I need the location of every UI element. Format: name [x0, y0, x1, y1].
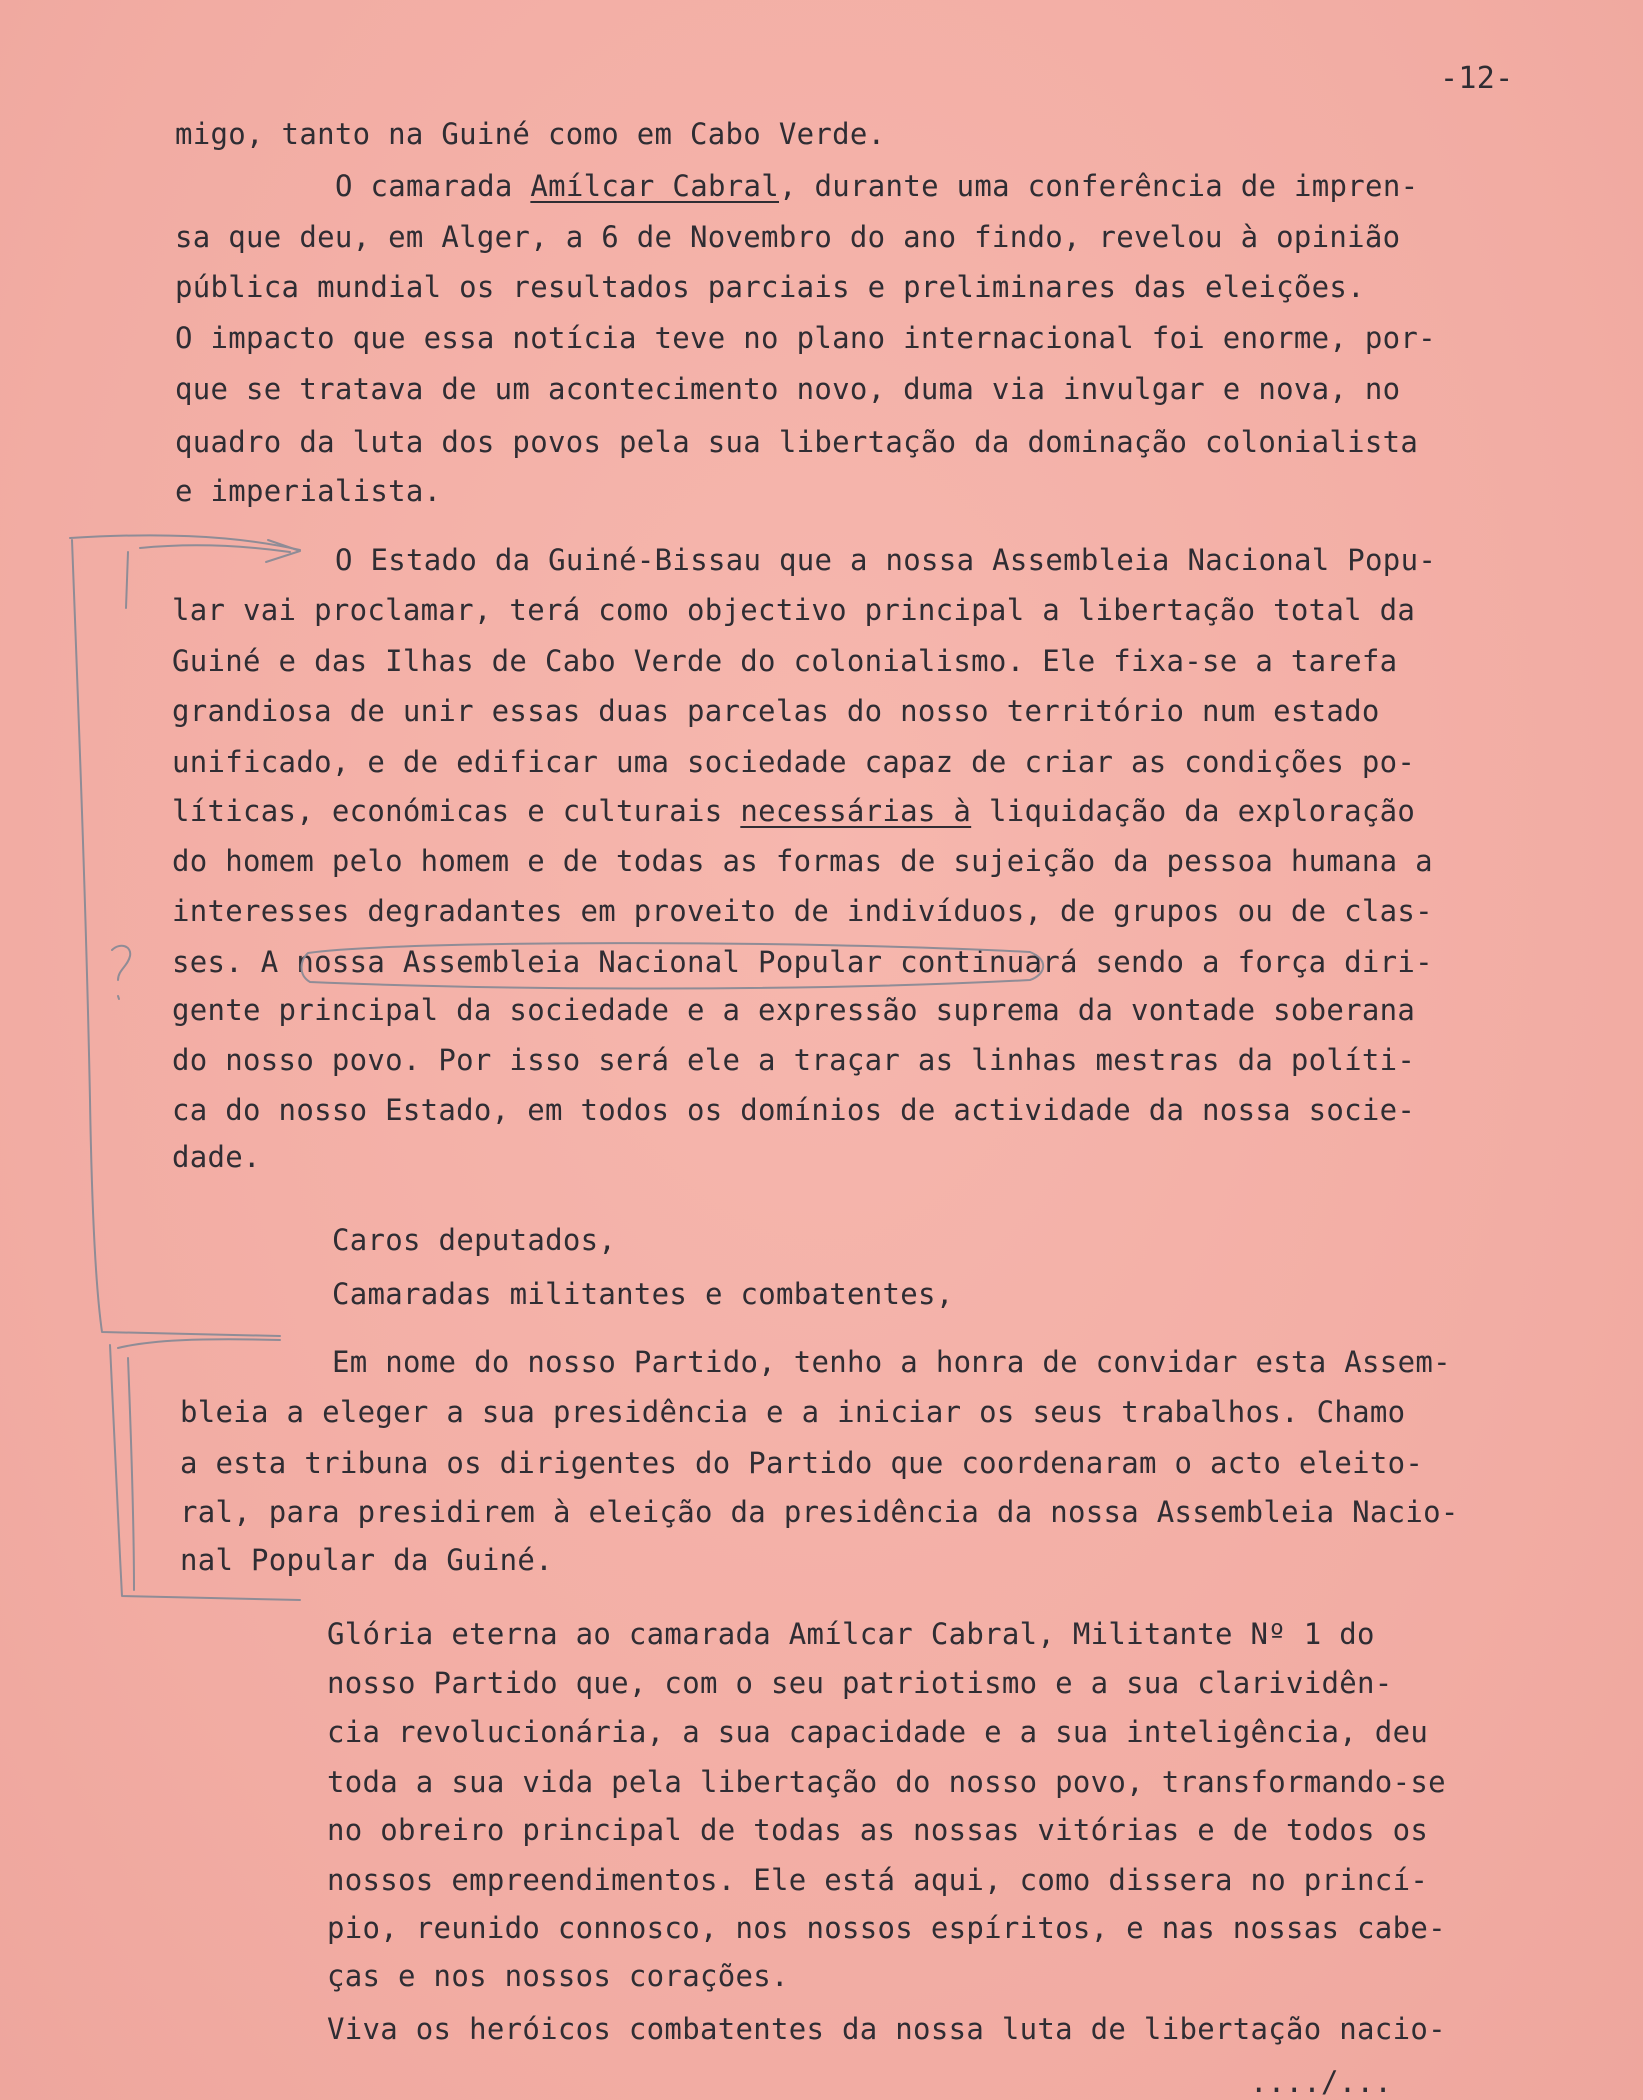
text-line: ca do nosso Estado, em todos os domínios de actividade da nossa socie- [172, 1093, 1416, 1127]
text-line: migo, tanto na Guiné como em Cabo Verde. [175, 117, 886, 151]
text-line: e imperialista. [175, 474, 442, 508]
text-line: interesses degradantes em proveito de indivíduos, de grupos ou de clas- [172, 894, 1433, 928]
text-line: toda a sua vida pela libertação do nosso povo, transformando-se [327, 1765, 1446, 1799]
text-line: dade. [172, 1140, 261, 1174]
text-line [172, 794, 1416, 828]
text-line: ses. A nossa Assembleia Nacional Popular continuará sendo a força diri- [172, 945, 1433, 979]
text-line: quadro da luta dos povos pela sua libertação da dominação colonialista [175, 425, 1419, 459]
underlined-word: necessárias à [740, 794, 972, 828]
pencil-bracket-icon [118, 1339, 280, 1348]
pencil-arrow-icon [70, 535, 300, 550]
text-line: que se tratava de um acontecimento novo, duma via invulgar e nova, no [175, 372, 1401, 406]
page-number: -12- [1440, 61, 1514, 96]
text-line: Glória eterna ao camarada Amílcar Cabral, Militante Nº 1 do [327, 1617, 1375, 1651]
text-line: pública mundial os resultados parciais e preliminares das eleições. [175, 270, 1365, 304]
text-line: grandiosa de unir essas duas parcelas do nosso território num estado [172, 694, 1380, 728]
text-line: ral, para presidirem à eleição da presidência da nossa Assembleia Nacio- [180, 1495, 1459, 1529]
text-line: nossos empreendimentos. Ele está aqui, como dissera no princí- [327, 1863, 1429, 1897]
text-line: a esta tribuna os dirigentes do Partido que coordenaram o acto eleito- [180, 1446, 1424, 1480]
pencil-question-mark-icon [112, 946, 130, 980]
text-line: Em nome do nosso Partido, tenho a honra de convidar esta Assem- [332, 1345, 1451, 1379]
text-line: lar vai proclamar, terá como objectivo principal a libertação total da [172, 593, 1416, 627]
text-line: pio, reunido connosco, nos nossos espíritos, e nas nossas cabe- [327, 1911, 1446, 1945]
text-fragment: líticas, económicas e culturais [172, 794, 741, 828]
text-line: O impacto que essa notícia teve no plano internacional foi enorme, por- [175, 321, 1436, 355]
text-line: unificado, e de edificar uma sociedade capaz de criar as condições po- [172, 745, 1416, 779]
text-line: no obreiro principal de todas as nossas vitórias e de todos os [327, 1813, 1429, 1847]
text-fragment: , durante uma conferência de impren- [779, 169, 1419, 203]
text-line: gente principal da sociedade e a expressão suprema da vontade soberana [172, 993, 1416, 1027]
text-line: bleia a eleger a sua presidência e a iniciar os seus trabalhos. Chamo [180, 1395, 1406, 1429]
text-fragment: O camarada [335, 169, 531, 203]
text-line: O Estado da Guiné-Bissau que a nossa Assembleia Nacional Popu- [335, 543, 1437, 577]
text-line [335, 169, 1419, 203]
underlined-name: Amílcar Cabral [530, 169, 779, 203]
text-line: nosso Partido que, com o seu patriotismo e a sua clarividên- [327, 1666, 1393, 1700]
text-line: nal Popular da Guiné. [180, 1543, 553, 1577]
text-line: ças e nos nossos corações. [327, 1959, 789, 1993]
text-line: Guiné e das Ilhas de Cabo Verde do colonialismo. Ele fixa-se a tarefa [172, 644, 1398, 678]
text-fragment: liquidação da exploração [971, 794, 1416, 828]
text-line: do homem pelo homem e de todas as formas de sujeição da pessoa humana a [172, 844, 1433, 878]
text-line: cia revolucionária, a sua capacidade e a sua inteligência, deu [327, 1715, 1429, 1749]
continuation-mark: ..../... [1250, 2065, 1393, 2099]
text-line: Caros deputados, [332, 1223, 617, 1257]
text-line: Camaradas militantes e combatentes, [332, 1277, 954, 1311]
text-line: sa que deu, em Alger, a 6 de Novembro do ano findo, revelou à opinião [175, 220, 1401, 254]
text-line: Viva os heróicos combatentes da nossa luta de libertação nacio- [327, 2012, 1446, 2046]
text-line: do nosso povo. Por isso será ele a traçar as linhas mestras da políti- [172, 1043, 1416, 1077]
